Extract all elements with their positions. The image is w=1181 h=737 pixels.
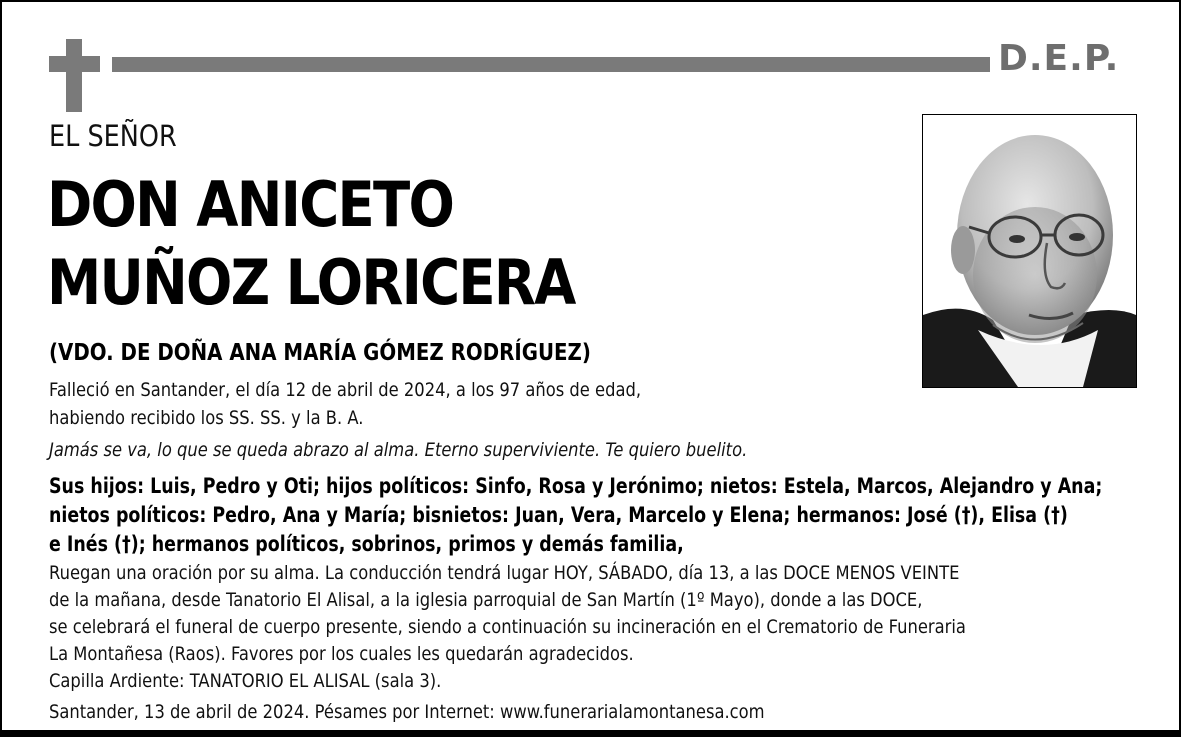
honorific-title: EL SEÑOR: [49, 119, 177, 153]
ceremony-line4: La Montañesa (Raos). Favores por los cuales les quedarán agradecidos.: [49, 643, 634, 665]
deceased-portrait: [922, 114, 1137, 388]
family-list: [49, 472, 1102, 559]
family-line3: e Inés (†); hermanos políticos, sobrinos, primos y demás familia,: [49, 532, 684, 556]
cross-icon: [66, 39, 82, 112]
family-line2: nietos políticos: Pedro, Ana y María; bisnietos: Juan, Vera, Marcelo y Elena; hermanos: José (†), Elisa (†): [49, 503, 1068, 527]
header-rule: [112, 57, 990, 72]
family-line1: Sus hijos: Luis, Pedro y Oti; hijos políticos: Sinfo, Rosa y Jerónimo; nietos: Estela, Marcos, Alejandro y Ana;: [49, 474, 1103, 498]
cross-icon-bar: [49, 56, 100, 72]
deceased-name-line1: DON ANICETO: [47, 168, 454, 241]
ceremony-line2: de la mañana, desde Tanatorio El Alisal, a la iglesia parroquial de San Martín (1º Mayo), donde a las DOCE,: [49, 589, 923, 611]
dedication: Jamás se va, lo que se queda abrazo al alma. Eterno superviviente. Te quiero buelito.: [49, 439, 748, 461]
dep-label: D.E.P.: [998, 38, 1120, 79]
ceremony-info: [49, 560, 966, 695]
ceremony-line1: Ruegan una oración por su alma. La conducción tendrá lugar HOY, SÁBADO, día 13, a las DOCE MENOS VEINTE: [49, 562, 960, 584]
ceremony-line5: Capilla Ardiente: TANATORIO EL ALISAL (sala 3).: [49, 670, 442, 692]
bottom-border: [2, 730, 1179, 735]
footer-note: Santander, 13 de abril de 2024. Pésames por Internet: www.funerarialamontanesa.com: [49, 701, 765, 723]
death-info: [49, 376, 641, 432]
death-info-line1: Falleció en Santander, el día 12 de abril de 2024, a los 97 años de edad,: [49, 379, 642, 401]
spouse-note: (VDO. DE DOÑA ANA MARÍA GÓMEZ RODRÍGUEZ): [49, 340, 591, 366]
ceremony-line3: se celebrará el funeral de cuerpo presente, siendo a continuación su incineración en el Crematorio de Funeraria: [49, 616, 966, 638]
death-info-line2: habiendo recibido los SS. SS. y la B. A.: [49, 407, 364, 429]
deceased-name-line2: MUÑOZ LORICERA: [47, 246, 575, 319]
portrait-image: [923, 115, 1136, 387]
